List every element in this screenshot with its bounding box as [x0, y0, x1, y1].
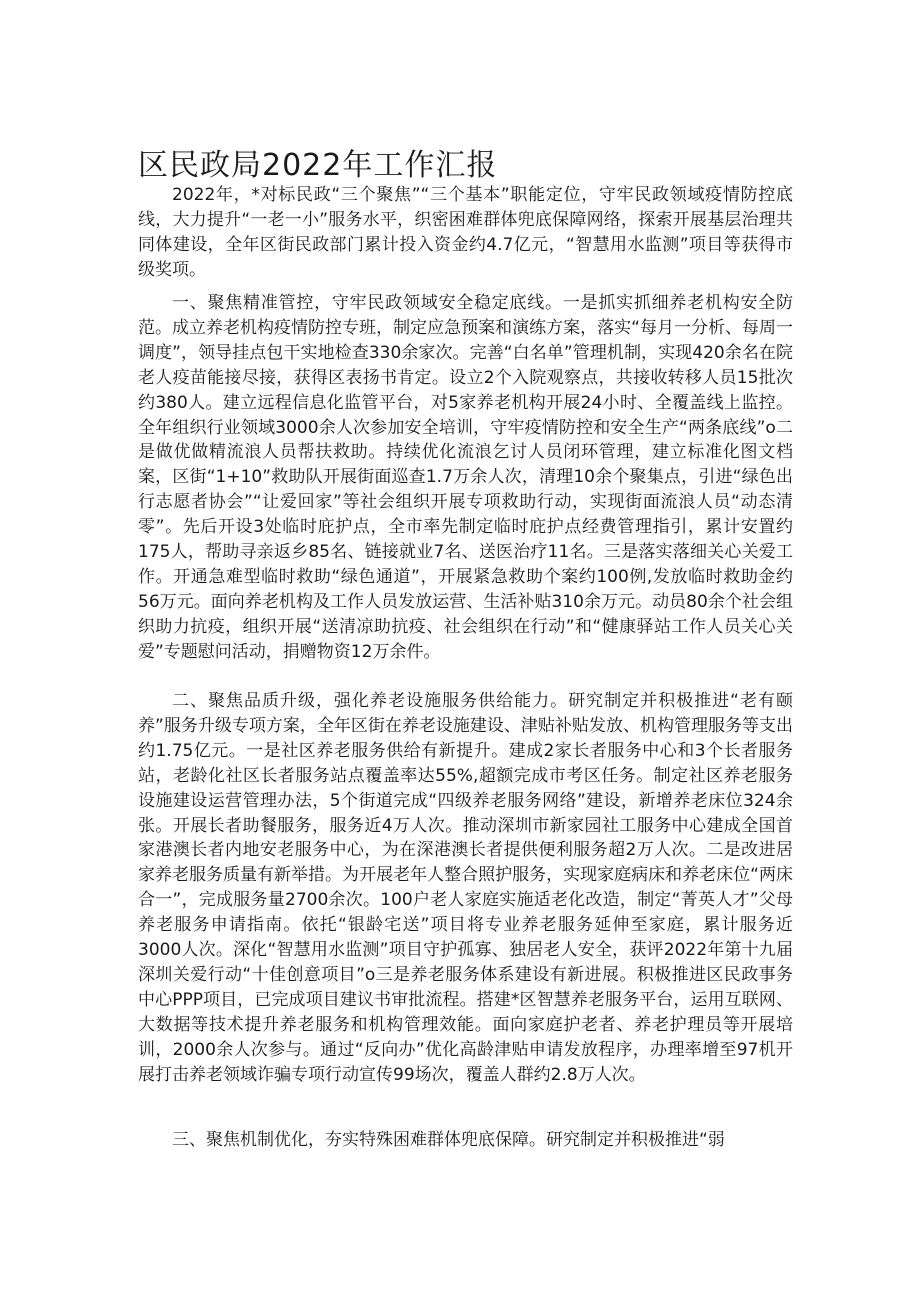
section-2-paragraph: 二、聚焦品质升级，强化养老设施服务供给能力。研究制定并积极推进“老有颐养”服务升级专项方案，全年区街在养老设施建设、津贴补贴发放、机构管理服务等支出约1.75亿元。一是社区养老服务供给有新提升。建成2家长者服务中心和3个长者服务站，老龄化社区长者服务站点覆盖率达55%,超额完成市考区任务。制定社区养老服务设施建设运营管理办法，5个街道完成“四级养老服务网络”建设，新增养老床位324余张。开展长者助餐服务，服务近4万人次。推动深圳市新家园社工服务中心建成全国首家港澳长者内地安老服务中心，为在深港澳长者提供便利服务超2万人次。二是改进居家养老服务质量有新举措。为开展老年人整合照护服务，实现家庭病床和养老床位“两床合一”，完成服务量2700余次。100户老人家庭实施适老化改造，制定“菁英人才”父母养老服务申请指南。依托“银龄宅送”项目将专业养老服务延伸至家庭，累计服务近3000人次。深化“智慧用水监测”项目守护孤寡、独居老人安全，获评2022年第十九届深圳关爱行动“十佳创意项目”o三是养老服务体系建设有新进展。积极推进区民政事务中心PPP项目，已完成项目建议书审批流程。搭建*区智慧养老服务平台，运用互联网、大数据等技术提升养老服务和机构管理效能。面向家庭护老者、养老护理员等开展培训，2000余人次参与。通过“反向办”优化高龄津贴申请发放程序，办理率增至97机开展打击养老领域诈骗专项行动宣传99场次，覆盖人群约2.8万人次。	[138, 691, 793, 1085]
document-title: 区民政局2022年工作汇报	[138, 148, 498, 184]
section-3-paragraph: 三、聚焦机制优化，夯实特殊困难群体兜底保障。研究制定并积极推进“弱	[172, 1130, 725, 1150]
intro-paragraph: 2022年，*对标民政“三个聚焦”“三个基本”职能定位，守牢民政领域疫情防控底线，大力提升“一老一小”服务水平，织密困难群体兜底保障网络，探索开展基层治理共同体建设，全年区街民政部门累计投入资金约4.7亿元，“智慧用水监测”项目等获得市级奖项。	[138, 185, 793, 280]
section-1-paragraph: 一、聚焦精准管控，守牢民政领域安全稳定底线。一是抓实抓细养老机构安全防范。成立养老机构疫情防控专班，制定应急预案和演练方案，落实“每月一分析、每周一调度”，领导挂点包干实地检查330余家次。完善“白名单”管理机制，实现420余名在院老人疫苗能接尽接，获得区表扬书肯定。设立2个入院观察点，共接收转移人员15批次约380人。建立远程信息化监管平台，对5家养老机构开展24小时、全覆盖线上监控。全年组织行业领域3000余人次参加安全培训，守牢疫情防控和安全生产“两条底线”o二是做优做精流浪人员帮扶救助。持续优化流浪乞讨人员闭环管理，建立标准化图文档案，区街“1+10”救助队开展街面巡查1.7万余人次，清理10余个聚集点，引进“绿色出行志愿者协会”“让爱回家”等社会组织开展专项救助行动，实现街面流浪人员“动态清零”。先后开设3处临时庇护点，全市率先制定临时庇护点经费管理指引，累计安置约175人，帮助寻亲返乡85名、链接就业7名、送医治疗11名。三是落实落细关心关爱工作。开通急难型临时救助“绿色通道”，开展紧急救助个案约100例,发放临时救助金约56万元。面向养老机构及工作人员发放运营、生活补贴310余万元。动员80余个社会组织助力抗疫，组织开展“送清凉助抗疫、社会组织在行动”和“健康驿站工作人员关心关爱”专题慰问活动，捐赠物资12万余件。	[138, 293, 793, 662]
